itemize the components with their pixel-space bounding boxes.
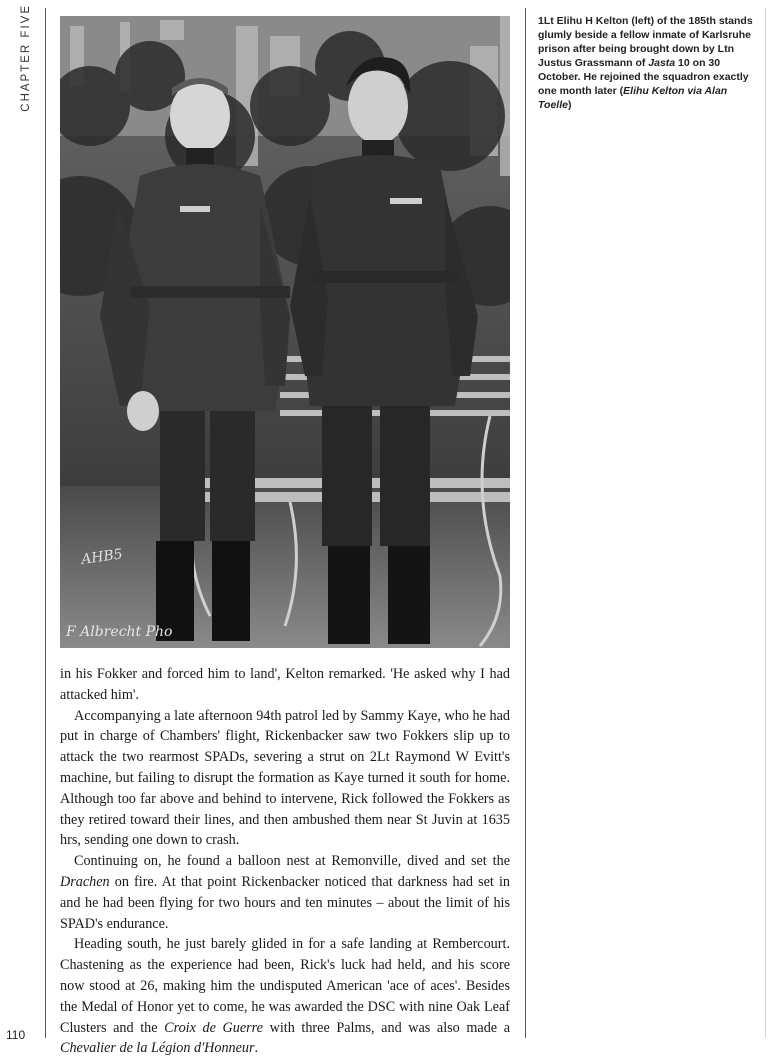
paragraph-text: on fire. At that point Rickenbacker noticed that darkness had set in and he had been flying for two hours and ten minutes – about the limit of his SPAD's endurance. [60, 873, 510, 932]
paragraph-2: Accompanying a late afternoon 94th patrol led by Sammy Kaye, who he had put in charge of Chambers' flight, Rickenbacker saw two Fokkers slip up to attack the two rearmost SPADs, severing a strut on 2Lt Raymond W Evitt's machine, but failing to disrupt the formation as Kaye turned it south for home. Although too far above and behind to intervene, Rick followed the Fokkers as they retired toward their lines, and then ambushed them near St Juvin at 1635 hrs, sending one down to crash. [60, 707, 510, 849]
photo-inscription-bottom: F Albrecht Pho [66, 624, 173, 640]
page-number: 110 [6, 1028, 26, 1042]
caption-text: 10 on 30 October. He rejoined the squadron exactly one month later ( [538, 57, 749, 97]
left-margin-rule [45, 8, 46, 1038]
italic-croix-de-guerre: Croix de Guerre [164, 1019, 263, 1036]
body-text [60, 664, 510, 1059]
photo-caption [538, 14, 760, 112]
paragraph-4 [60, 934, 510, 1059]
paragraph-3 [60, 851, 510, 934]
right-margin-rule [765, 8, 766, 1038]
paragraph-text: with three Palms, and was also made a [262, 1019, 510, 1036]
chapter-label-text: CHAPTER FIVE [20, 4, 32, 112]
column-divider-rule [525, 8, 526, 1038]
paragraph-text: . [254, 1040, 259, 1057]
caption-italic-jasta: Jasta [648, 57, 676, 69]
photo-illustration [60, 16, 510, 648]
italic-drachen: Drachen [60, 873, 110, 890]
caption-credit: Elihu Kelton via Alan Toelle [538, 85, 728, 111]
caption-text: ) [567, 99, 572, 111]
paragraph-text: Heading south, he just barely glided in for a safe landing at Rembercourt. Chastening as the experience had been, Rick's luck had held, and his score now stood at 26, making him the undisputed American 'ace of aces'. Besides the Medal of Honor yet to come, he was awarded the DSC with nine Oak Leaf Clusters and the [60, 936, 510, 1036]
paragraph-text: Continuing on, he found a balloon nest at Remonville, dived and set the [74, 853, 510, 870]
caption-text: 1Lt Elihu H Kelton (left) of the 185th stands glumly beside a fellow inmate of Karlsruhe prison after being brought down by Ltn Justus Grassmann of [538, 15, 753, 69]
historic-photograph [60, 16, 510, 648]
paragraph-1: in his Fokker and forced him to land', Kelton remarked. 'He asked why I had attacked him'. [60, 666, 510, 703]
photo-inscription-left: AHB5 [80, 546, 124, 568]
chapter-label [6, 4, 46, 144]
italic-legion-honneur: Chevalier de la Légion d'Honneur [60, 1040, 255, 1057]
